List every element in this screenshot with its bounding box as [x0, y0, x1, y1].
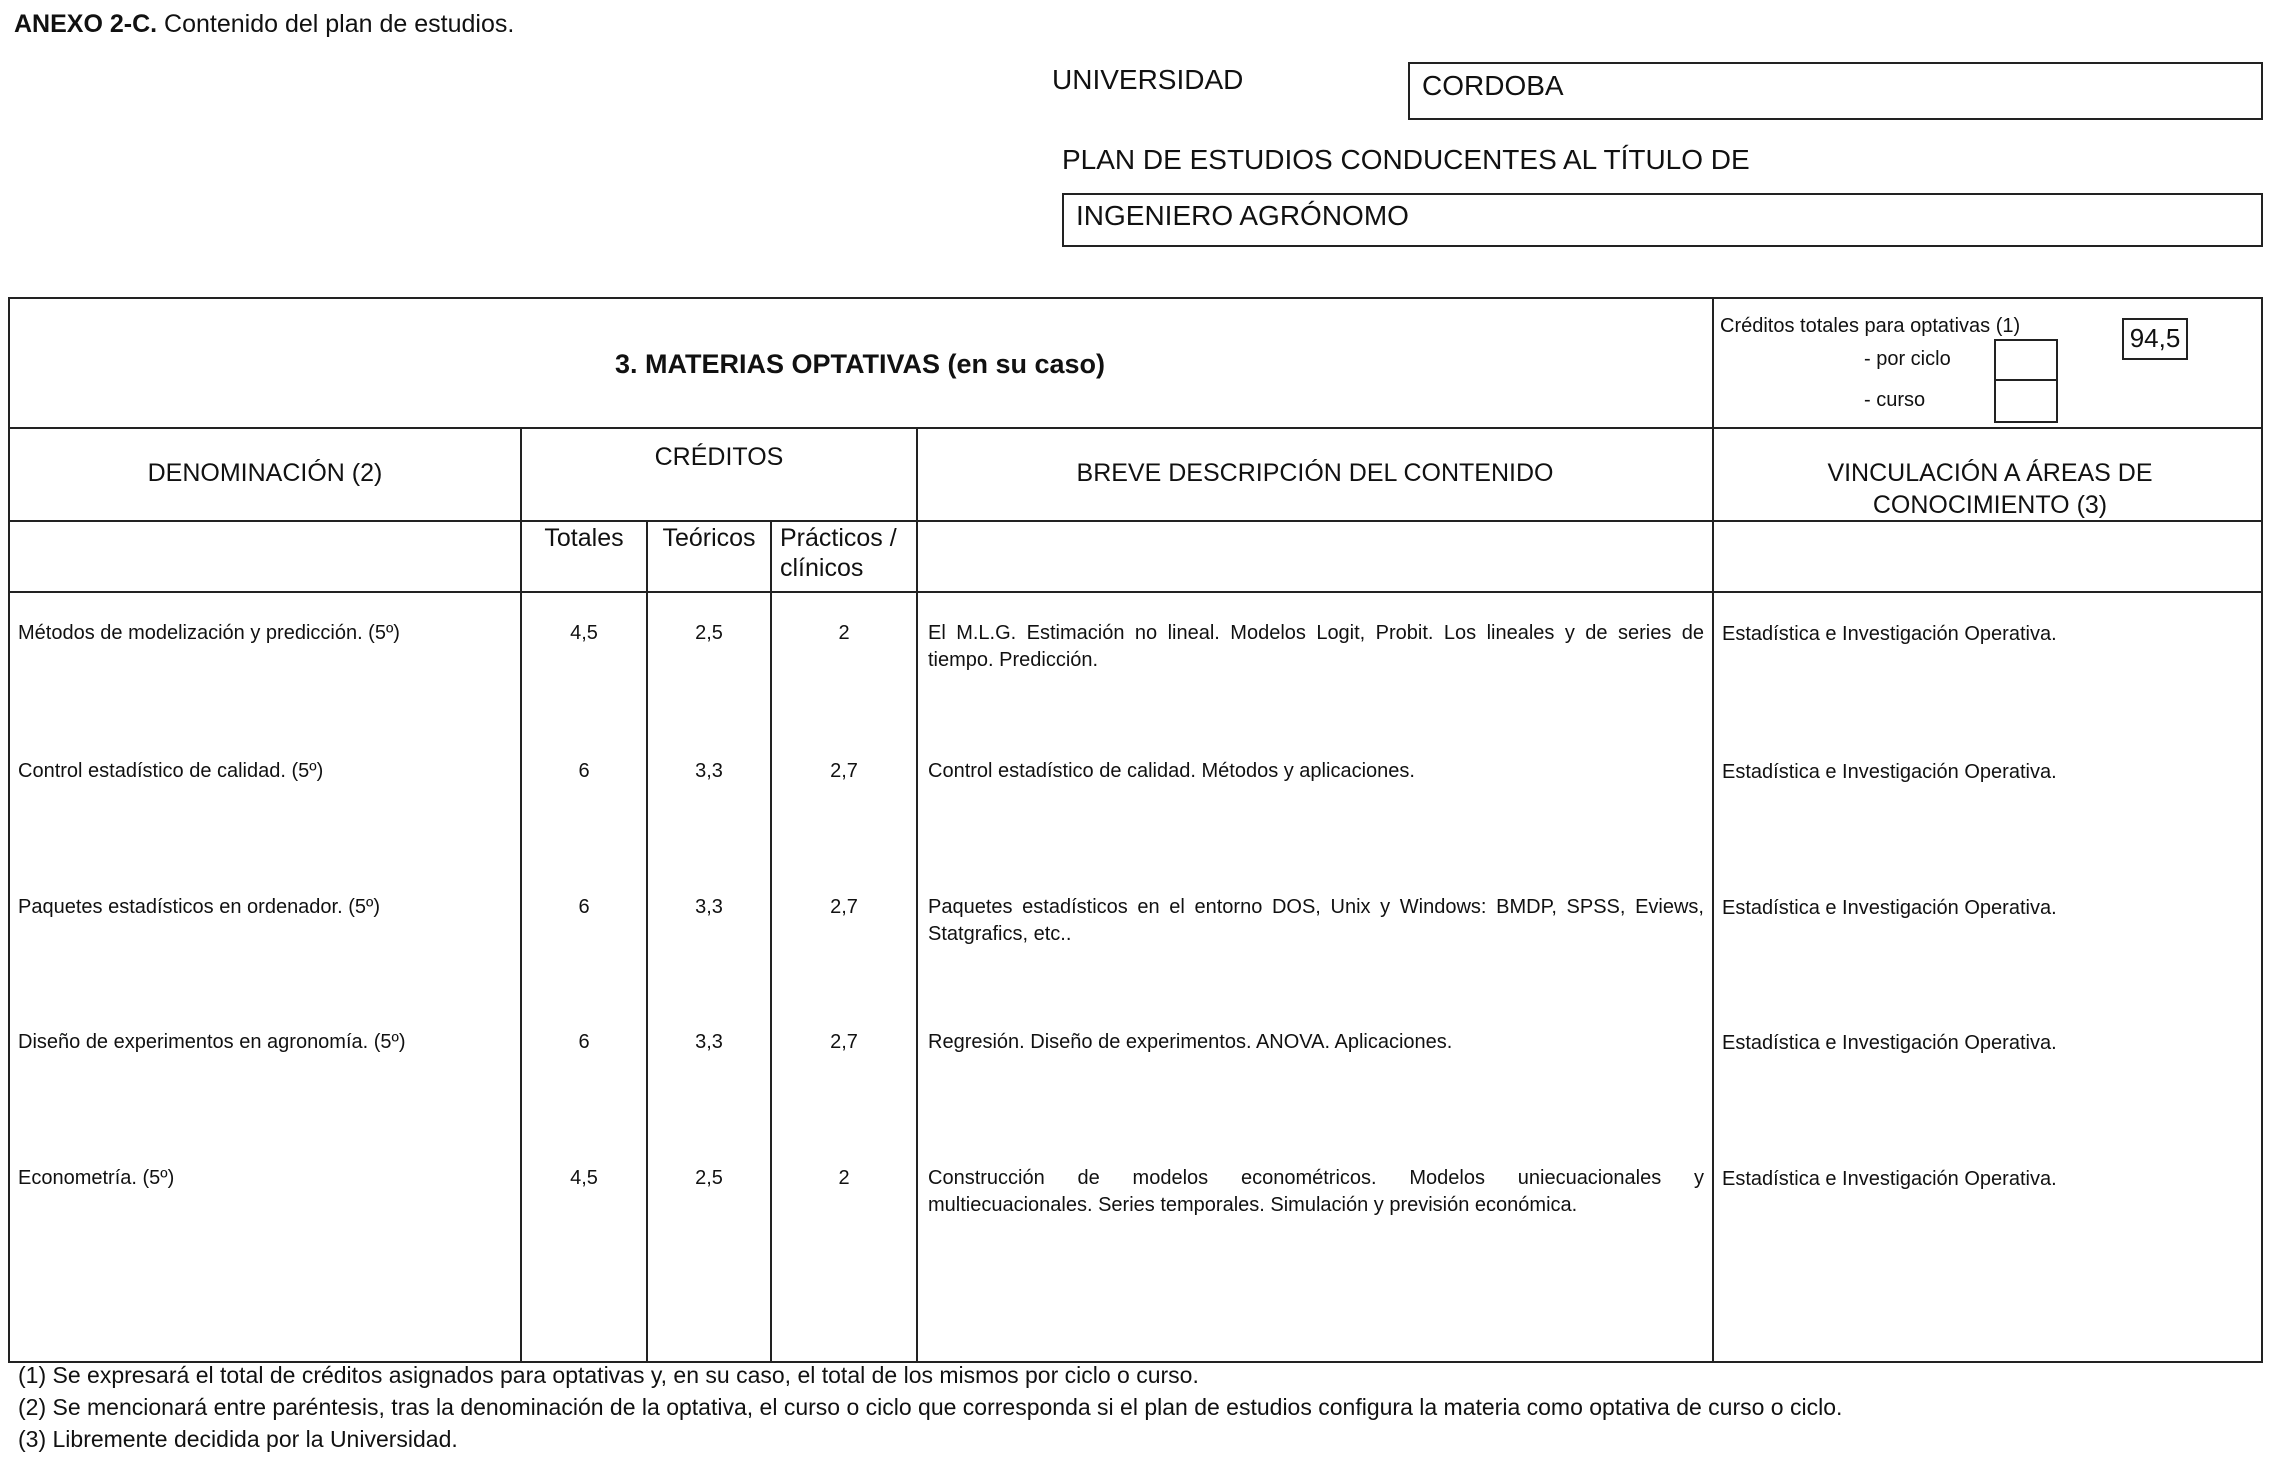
annex-code: ANEXO 2-C.: [14, 10, 158, 38]
optional-subjects-table: [8, 297, 2263, 1363]
row-5-totales: 4,5: [570, 1167, 598, 1189]
row-5-teoricos: 2,5: [695, 1167, 723, 1189]
row-4-totales: 6: [578, 1031, 590, 1053]
footnote-2: (2) Se mencionará entre paréntesis, tras la denominación de la optativa, el curso o ciclo que corresponda si el plan de estudios configura la materia como optativa de curso o ciclo.: [18, 1394, 1843, 1420]
row-4-practicos: 2,7: [830, 1031, 858, 1053]
row-1-descripcion: El M.L.G. Estimación no lineal. Modelos Logit, Probit. Los lineales y de series de tiempo. Predicción.: [928, 622, 1704, 671]
row-1-vinculacion: Estadística e Investigación Operativa.: [1722, 623, 2057, 645]
per-course-box: [1994, 379, 2058, 423]
row-1-practicos: 2: [838, 622, 850, 644]
annex-heading: [14, 10, 514, 39]
row-2-descripcion: Control estadístico de calidad. Métodos y aplicaciones.: [928, 760, 1415, 782]
plan-label: PLAN DE ESTUDIOS CONDUCENTES AL TÍTULO DE: [1062, 144, 1750, 175]
per-cycle-label: - por ciclo: [1864, 348, 1951, 370]
row-3-denominacion: Paquetes estadísticos en ordenador. (5º): [18, 896, 380, 918]
row-4-descripcion: Regresión. Diseño de experimentos. ANOVA. Aplicaciones.: [928, 1031, 1453, 1053]
row-5-denominacion: Econometría. (5º): [18, 1167, 175, 1189]
header-denominacion: DENOMINACIÓN (2): [147, 459, 383, 487]
row-2-vinculacion: Estadística e Investigación Operativa.: [1722, 761, 2057, 783]
per-course-label: - curso: [1864, 389, 1926, 411]
row-3-teoricos: 3,3: [695, 896, 723, 918]
header-teoricos: Teóricos: [662, 524, 756, 552]
university-label: UNIVERSIDAD: [1052, 64, 1244, 95]
footnote-1: (1) Se expresará el total de créditos asignados para optativas y, en su caso, el total de los mismos por ciclo o curso.: [18, 1362, 1199, 1388]
header-descripcion: BREVE DESCRIPCIÓN DEL CONTENIDO: [1076, 459, 1554, 487]
row-4-teoricos: 3,3: [695, 1031, 723, 1053]
per-cycle-box: [1994, 339, 2058, 381]
row-1-totales: 4,5: [570, 622, 598, 644]
row-3-practicos: 2,7: [830, 896, 858, 918]
header-totales: Totales: [544, 524, 624, 552]
degree-field: INGENIERO AGRÓNOMO: [1062, 193, 2263, 247]
row-5-descripcion: Construcción de modelos econométricos. Modelos uniecuacionales y multiecuacionales. Series temporales. Simulación y previsión económica.: [928, 1167, 1704, 1216]
row-3-descripcion: Paquetes estadísticos en el entorno DOS, Unix y Windows: BMDP, SPSS, Eviews, Statgrafics, etc..: [928, 896, 1704, 945]
footnote-3: (3) Libremente decidida por la Universidad.: [18, 1426, 458, 1452]
table-title: 3. MATERIAS OPTATIVAS (en su caso): [614, 349, 1106, 379]
row-5-practicos: 2: [838, 1167, 850, 1189]
total-credits-value: 94,5: [2122, 318, 2188, 360]
row-3-vinculacion: Estadística e Investigación Operativa.: [1722, 897, 2057, 919]
row-2-teoricos: 3,3: [695, 760, 723, 782]
row-2-totales: 6: [578, 760, 590, 782]
row-1-denominacion: Métodos de modelización y predicción. (5º): [18, 622, 400, 644]
header-vinculacion: VINCULACIÓN A ÁREAS DE CONOCIMIENTO (3): [1827, 459, 2153, 519]
university-field: CORDOBA: [1408, 62, 2263, 120]
row-4-vinculacion: Estadística e Investigación Operativa.: [1722, 1032, 2057, 1054]
total-credits-label: Créditos totales para optativas (1): [1720, 315, 2021, 337]
row-4-denominacion: Diseño de experimentos en agronomía. (5º): [18, 1031, 406, 1053]
header-creditos: CRÉDITOS: [654, 443, 784, 471]
row-1-teoricos: 2,5: [695, 622, 723, 644]
row-5-vinculacion: Estadística e Investigación Operativa.: [1722, 1168, 2057, 1190]
row-2-denominacion: Control estadístico de calidad. (5º): [18, 760, 324, 782]
row-2-practicos: 2,7: [830, 760, 858, 782]
annex-description: Contenido del plan de estudios.: [157, 10, 515, 38]
row-3-totales: 6: [578, 896, 590, 918]
header-practicos: Prácticos / clínicos: [780, 524, 897, 582]
